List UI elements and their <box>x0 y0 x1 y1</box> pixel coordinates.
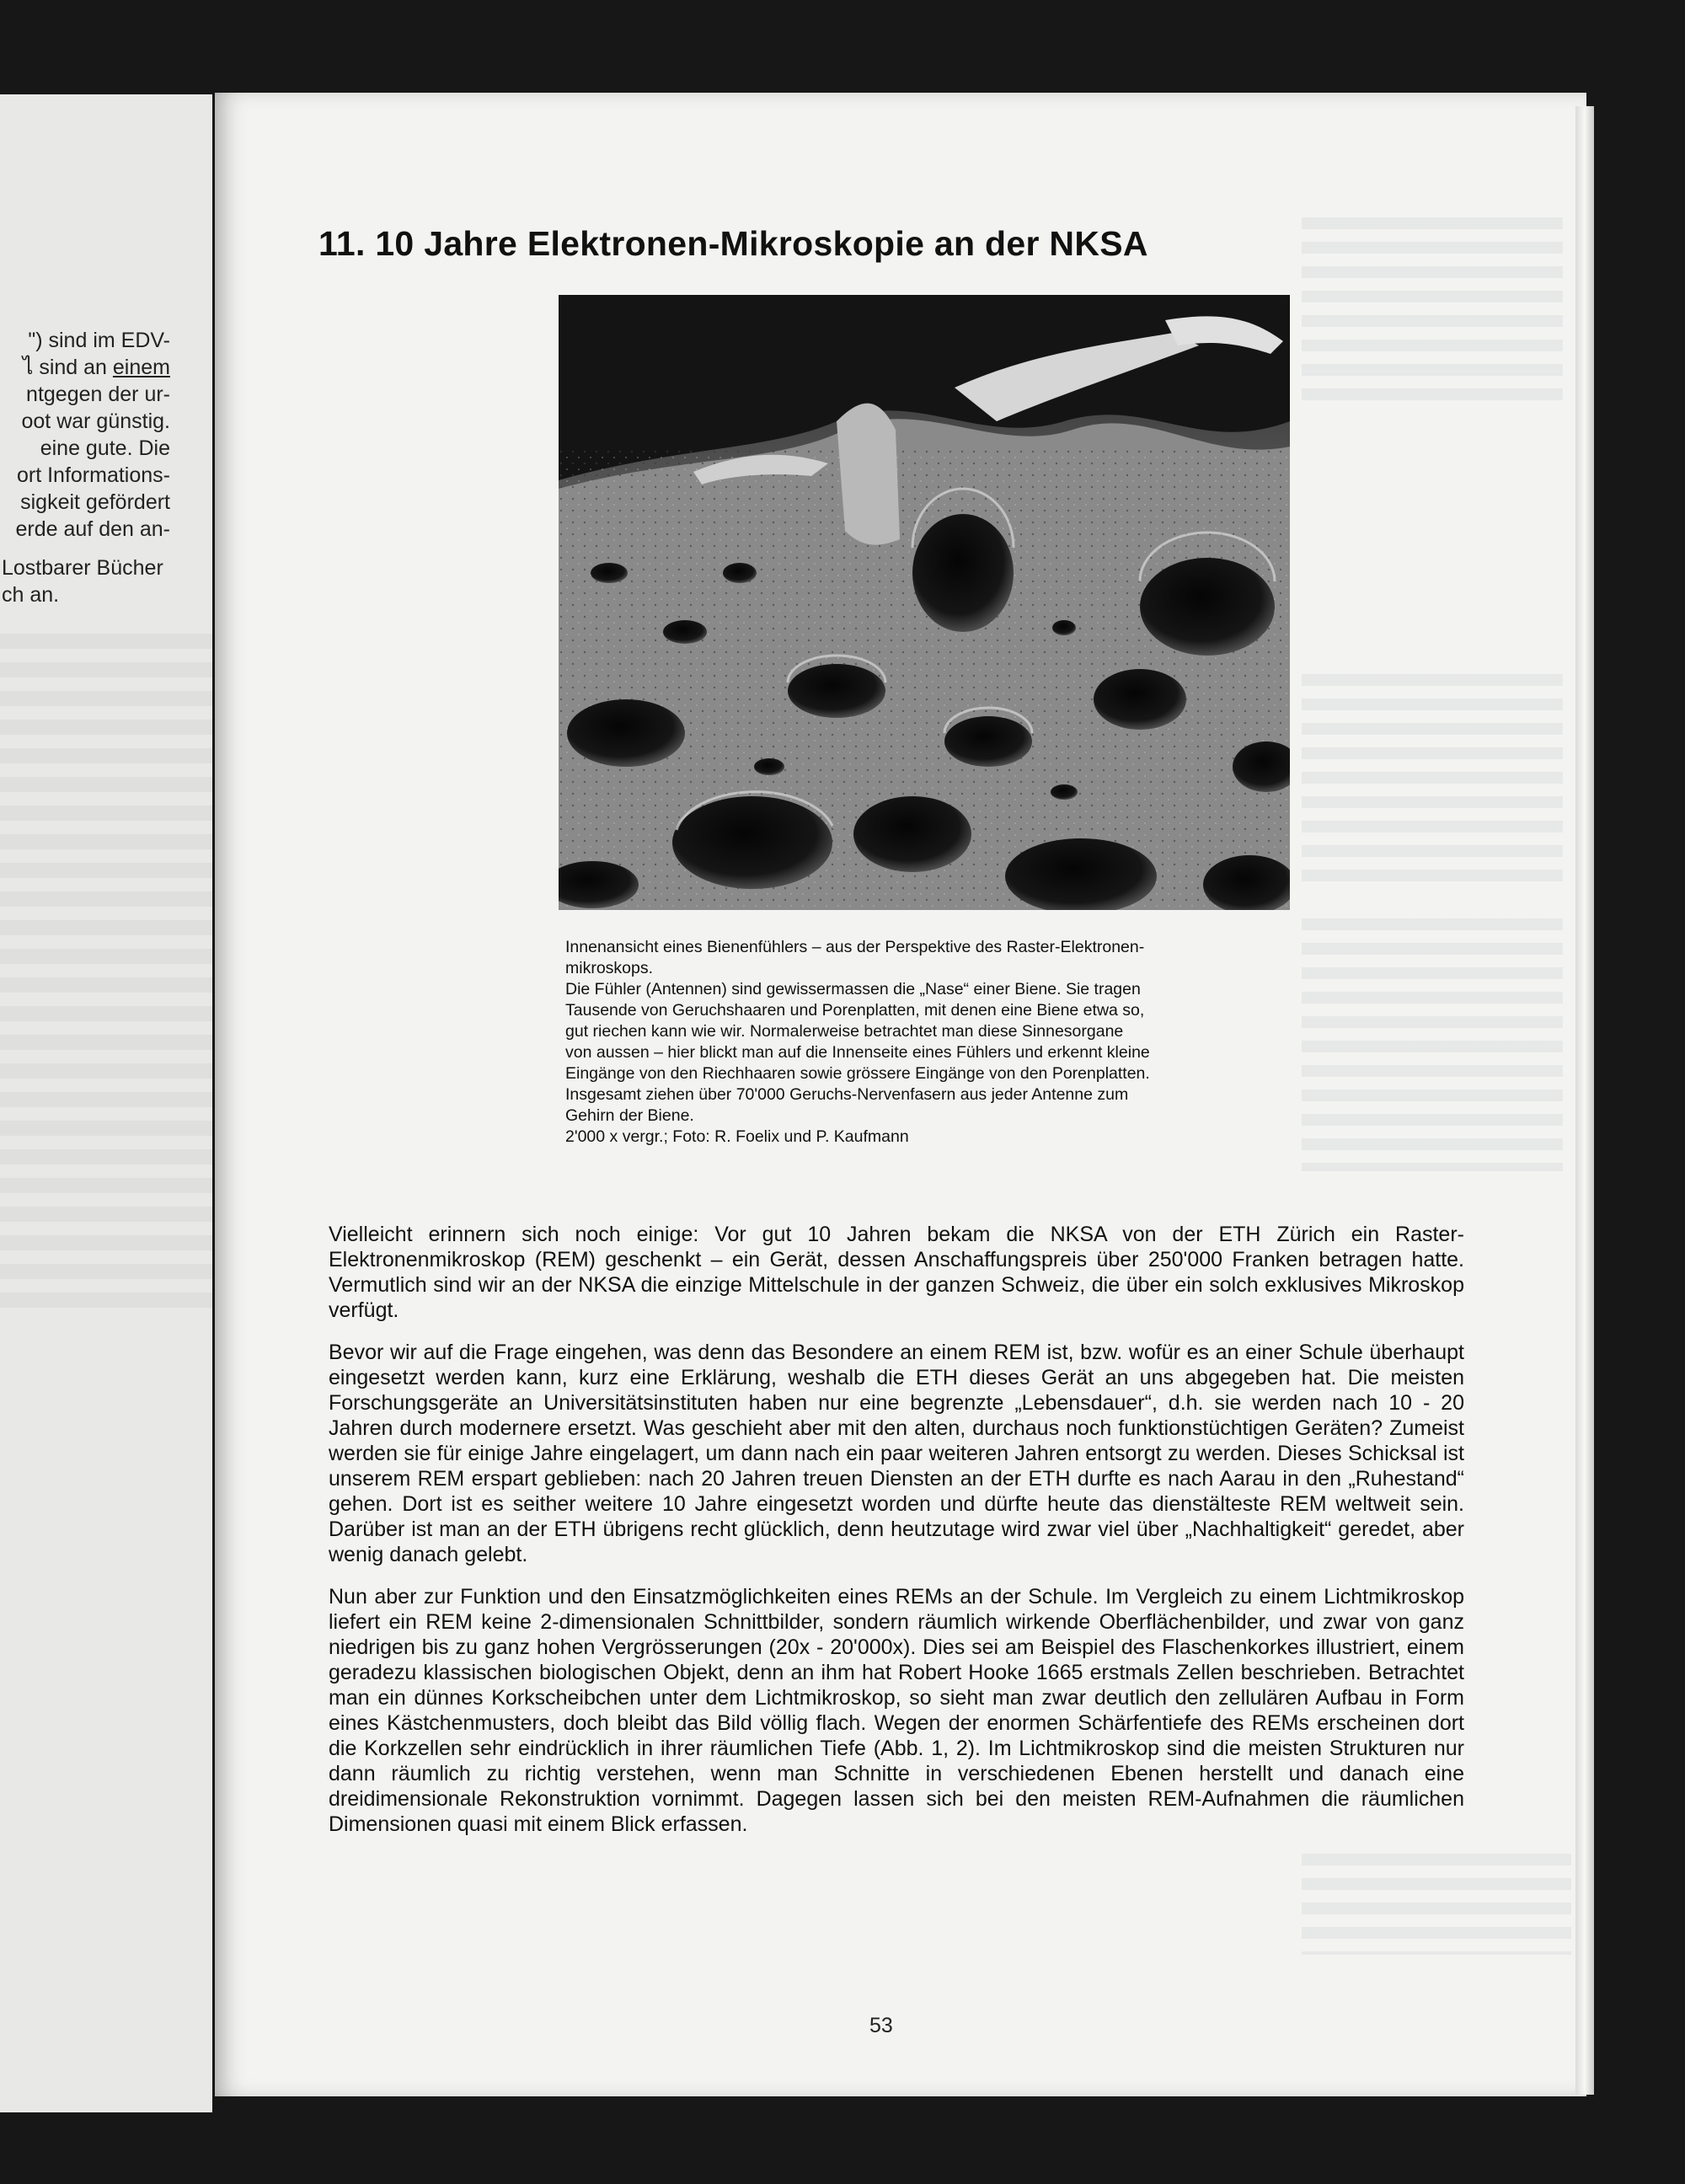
left-line: oot war günstig. <box>21 410 170 433</box>
paragraph: Vielleicht erinnern sich noch einige: Vor gut 10 Jahren bekam die NKSA von der ETH Zürich ein Raster-Elektronenmikroskop (REM) geschenkt – ein Gerät, dessen Anschaffungspreis über 250'000 Franken betragen hatte. Vermutlich sind wir an der NKSA die einzige Mittelschule in der ganzen Schweiz, die über ein solch exklusives Mikroskop verfügt. <box>329 1223 1464 1322</box>
left-line: eine gute. Die <box>40 436 170 460</box>
page-number: 53 <box>869 2014 893 2037</box>
caption-line: gut riechen kann wie wir. Normalerweise betrachtet man diese Sinnesorgane <box>565 1022 1124 1041</box>
caption-line: von aussen – hier blickt man auf die Innenseite eines Fühlers und erkennt kleine <box>565 1043 1150 1062</box>
caption-line: mikroskops. <box>565 959 654 977</box>
left-line: Lostbarer Bücher <box>2 556 163 580</box>
bleed-through-text <box>1302 674 1563 885</box>
bleed-through-text <box>1302 918 1563 1171</box>
caption-line: Tausende von Geruchshaaren und Porenplatten, mit denen eine Biene etwa so, <box>565 1001 1145 1020</box>
left-page <box>0 94 212 2112</box>
bleed-through-text <box>1302 217 1563 411</box>
paragraph: Bevor wir auf die Frage eingehen, was denn das Besondere an einem REM ist, bzw. wofür es an einer Schule überhaupt eingesetzt werden kann, kurz eine Erklärung, weshalb die ETH dieses Gerät an uns abgegeben hat. Die meisten Forschungsgeräte an Universitätsinstituten haben nur eine begrenzte „Lebensdauer“, d.h. sie werden nach 10 - 20 Jahren durch modernere ersetzt. Was geschieht aber mit den alten, durchaus noch funktionstüchtigen Geräten? Zumeist werden sie für einige Jahre eingelagert, um dann nach ein paar weiteren Jahren entsorgt zu werden. Dieses Schicksal ist unserem REM erspart geblieben: nach 20 Jahren treuen Diensten an der ETH durfte es nach Aarau in den „Ruhestand“ gehen. Dort ist es seither weitere 10 Jahre eingesetzt worden und dürfte heute das dienstälteste REM weltweit sein. Darüber ist man an der ETH übrigens recht glücklich, denn heutzutage wird zwar viel über „Nachhaltigkeit“ geredet, aber wenig danach gelebt. <box>329 1341 1464 1566</box>
article-body <box>329 1222 1464 1854</box>
caption-line: Die Fühler (Antennen) sind gewissermassen die „Nase“ einer Biene. Sie tragen <box>565 980 1141 998</box>
bleed-through-text <box>1302 1854 1571 1955</box>
caption-line: Eingänge von den Riechhaaren sowie grössere Eingänge von den Porenplatten. <box>565 1064 1150 1083</box>
caption-credit: 2'000 x vergr.; Foto: R. Foelix und P. Kaufmann <box>565 1127 909 1146</box>
bleed-through-text <box>0 634 212 1308</box>
sem-micrograph <box>559 295 1290 910</box>
caption-line: Gehirn der Biene. <box>565 1106 694 1125</box>
page-title: 11. 10 Jahre Elektronen-Mikroskopie an der NKSA <box>318 224 1148 263</box>
page-edge <box>1575 106 1594 2095</box>
left-line: ntgegen der ur- <box>26 383 170 406</box>
left-line: ") sind im EDV- <box>28 329 170 352</box>
caption-line: Innenansicht eines Bienenfühlers – aus der Perspektive des Raster-Elektronen- <box>565 938 1145 956</box>
left-line: ไ sind an einem <box>22 356 170 379</box>
figure-caption <box>565 937 1290 1148</box>
left-page-text <box>0 327 212 608</box>
left-line: sigkeit gefördert <box>20 490 170 514</box>
left-line: ch an. <box>2 583 60 607</box>
caption-line: Insgesamt ziehen über 70'000 Geruchs-Nervenfasern aus jeder Antenne zum <box>565 1085 1129 1104</box>
left-line: ort Informations- <box>16 463 170 487</box>
paragraph: Nun aber zur Funktion und den Einsatzmöglichkeiten eines REMs an der Schule. Im Vergleich zu einem Lichtmikroskop liefert ein REM keine 2-dimensionalen Schnittbilder, sondern räumlich wirkende Oberflächenbilder, und zwar von ganz niedrigen bis zu ganz hohen Vergrösserungen (20x - 20'000x). Dies sei am Beispiel des Flaschenkorkes illustriert, einem geradezu klassischen biologischen Objekt, denn an ihm hat Robert Hooke 1665 erstmals Zellen beschrieben. Betrachtet man ein dünnes Korkscheibchen unter dem Lichtmikroskop, so sieht man zwar deutlich den zellulären Aufbau in Form eines Kästchenmusters, doch bleibt das Bild völlig flach. Wegen der enormen Schärfentiefe des REMs erscheinen dort die Korkzellen sehr eindrücklich in ihrer räumlichen Tiefe (Abb. 1, 2). Im Lichtmikroskop sind die meisten Strukturen nur dann räumlich zu richtig verstehen, wenn man Schnitte in verschiedenen Ebenen herstellt und danach eine dreidimensionale Rekonstruktion vornimmt. Dagegen lassen sich bei den meisten REM-Aufnahmen die räumlichen Dimensionen quasi mit einem Blick erfassen. <box>329 1585 1464 1836</box>
left-line: erde auf den an- <box>15 517 170 541</box>
